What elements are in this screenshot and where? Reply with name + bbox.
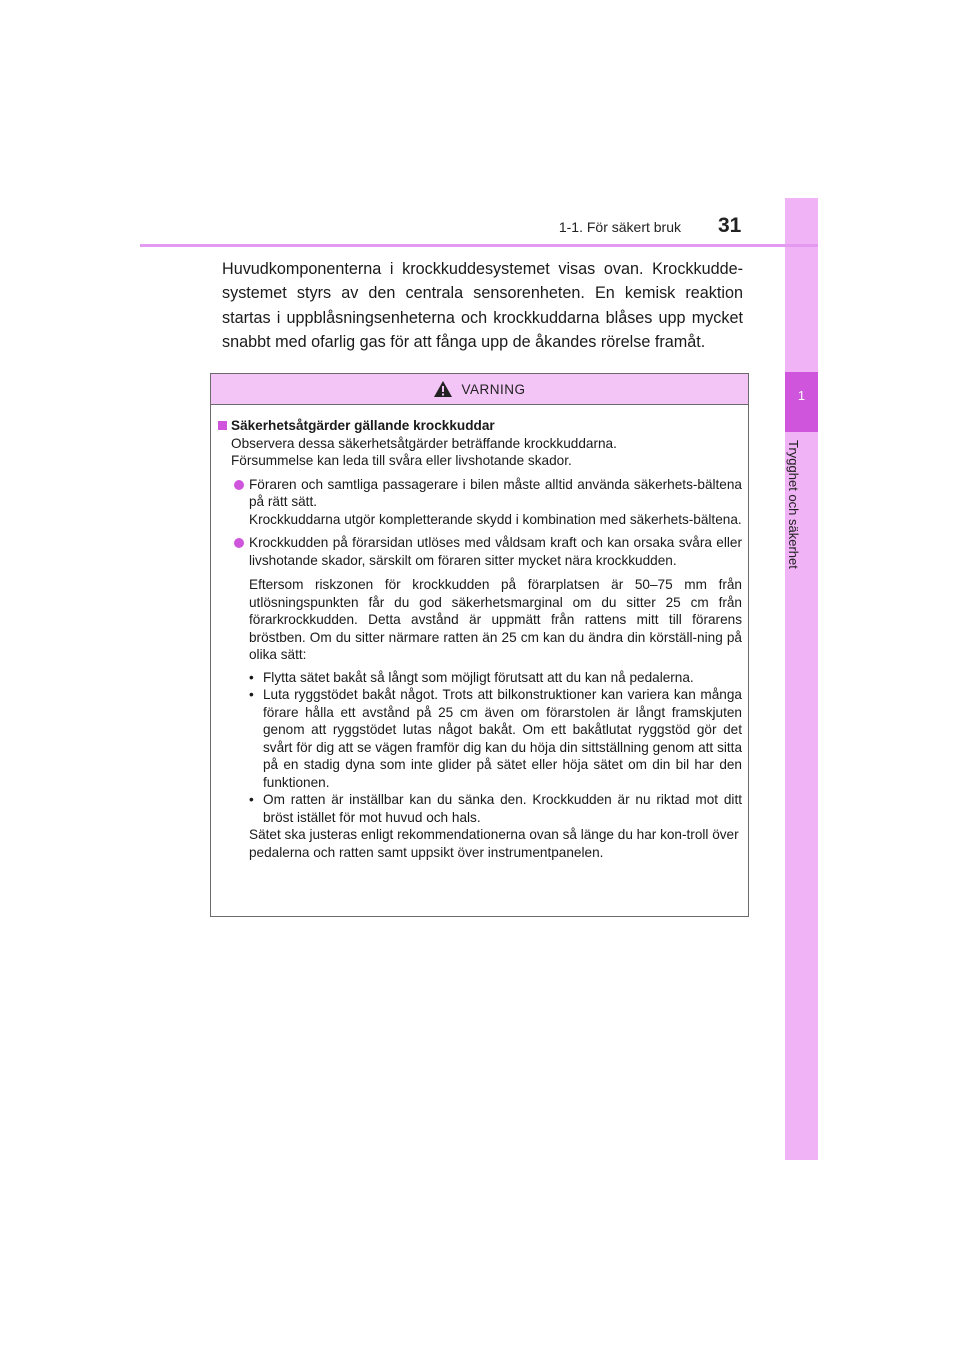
warning-closing: Sätet ska justeras enligt rekommendationerna ovan så länge du har kon-troll över pedalerna och ratten samt uppsikt över instrumentpanelen. <box>249 827 739 860</box>
adjustment-list <box>249 669 742 827</box>
list-item-text: Om ratten är inställbar kan du sänka den. Krockkudden är nu riktad mot ditt bröst istället för mot huvud och hals. <box>263 792 742 825</box>
warning-item-text: Krockkudden på förarsidan utlöses med våldsam kraft och kan orsaka svåra eller livshotande skador, särskilt om föraren sitter mycket nära krockkudden. <box>249 535 742 568</box>
warning-body <box>211 405 748 861</box>
section-title: 1-1. För säkert bruk <box>558 219 681 235</box>
chapter-title: Trygghet och säkerhet <box>786 440 801 569</box>
list-item-text: Luta ryggstödet bakåt något. Trots att bilkonstruktioner kan variera kan många förare hålla ett avstånd på 25 cm även om förarstolen är långt framskjuten genom att ryggstödet lutas något bakåt. Om ett bakåtlutat ryggstöd gör det svårt för dig att se vägen framför dig kan du höja din sittställning genom att sitta på en stadig dyna som inte glider på sätet eller höja sätet om din bil har den funktionen. <box>263 687 742 790</box>
warning-heading <box>218 417 742 435</box>
warning-heading-text: Säkerhetsåtgärder gällande krockkuddar <box>231 418 495 433</box>
warning-triangle-icon <box>433 380 453 398</box>
warning-item <box>234 534 742 569</box>
warning-header <box>211 374 748 405</box>
intro-paragraph: Huvudkomponenterna i krockkuddesystemet visas ovan. Krockkudde-systemet styrs av den centrala sensorenheten. En kemisk reaktion startas i uppblåsningsenheterna och krockkuddarna blåses upp mycket snabbt med ofarlig gas för att fånga upp de åkandes rörelse framåt. <box>222 260 743 351</box>
list-item: • Luta ryggstödet bakåt något. Trots att bilkonstruktioner kan variera kan många förare hålla ett avstånd på 25 cm även om förarstolen är långt framskjuten genom att ryggstödet lutas något bakåt. Om ett bakåtlutat ryggstöd gör det svårt för dig att se vägen framför dig kan du höja din sittställning genom att sitta på en stadig dyna som inte glider på sätet eller höja sätet om din bil har den funktionen. <box>249 687 742 790</box>
header-rule <box>140 244 818 247</box>
list-item: • Flytta sätet bakåt så långt som möjligt förutsatt att du kan nå pedalerna. <box>249 669 694 685</box>
warning-detail-text: Eftersom riskzonen för krockkudden på förarplatsen är 50–75 mm från utlösningspunkten får du god säkerhetsmarginal om du sitter 25 cm från förarkrockkudden. Detta avstånd är uppmätt från rattens mitt till förarens bröstben. Om du sitter närmare ratten än 25 cm kan du ändra din körställ-ning på olika sätt: <box>249 577 742 662</box>
square-bullet-icon <box>218 421 227 430</box>
circle-bullet-icon <box>234 480 244 490</box>
list-item: • Om ratten är inställbar kan du sänka den. Krockkudden är nu riktad mot ditt bröst istället för mot huvud och hals. <box>249 792 742 825</box>
page-number: 31 <box>718 214 742 237</box>
warning-intro-line: Observera dessa säkerhetsåtgärder beträffande krockkuddarna. <box>231 435 617 451</box>
warning-item <box>234 476 742 529</box>
chapter-side-tab <box>785 198 818 1160</box>
warning-item-text: Föraren och samtliga passagerare i bilen måste alltid använda säkerhets-bältena på rätt sätt. <box>249 476 742 509</box>
circle-bullet-icon <box>234 538 244 548</box>
warning-title: VARNING <box>461 381 526 397</box>
warning-item-text: Krockkuddarna utgör kompletterande skydd i kombination med säkerhets-bältena. <box>249 511 742 527</box>
warning-box <box>210 373 749 917</box>
warning-intro-line: Försummelse kan leda till svåra eller livshotande skador. <box>231 453 572 468</box>
warning-detail <box>249 576 742 664</box>
chapter-number: 1 <box>797 388 806 403</box>
list-item-text: Flytta sätet bakåt så långt som möjligt förutsatt att du kan nå pedalerna. <box>263 669 694 685</box>
